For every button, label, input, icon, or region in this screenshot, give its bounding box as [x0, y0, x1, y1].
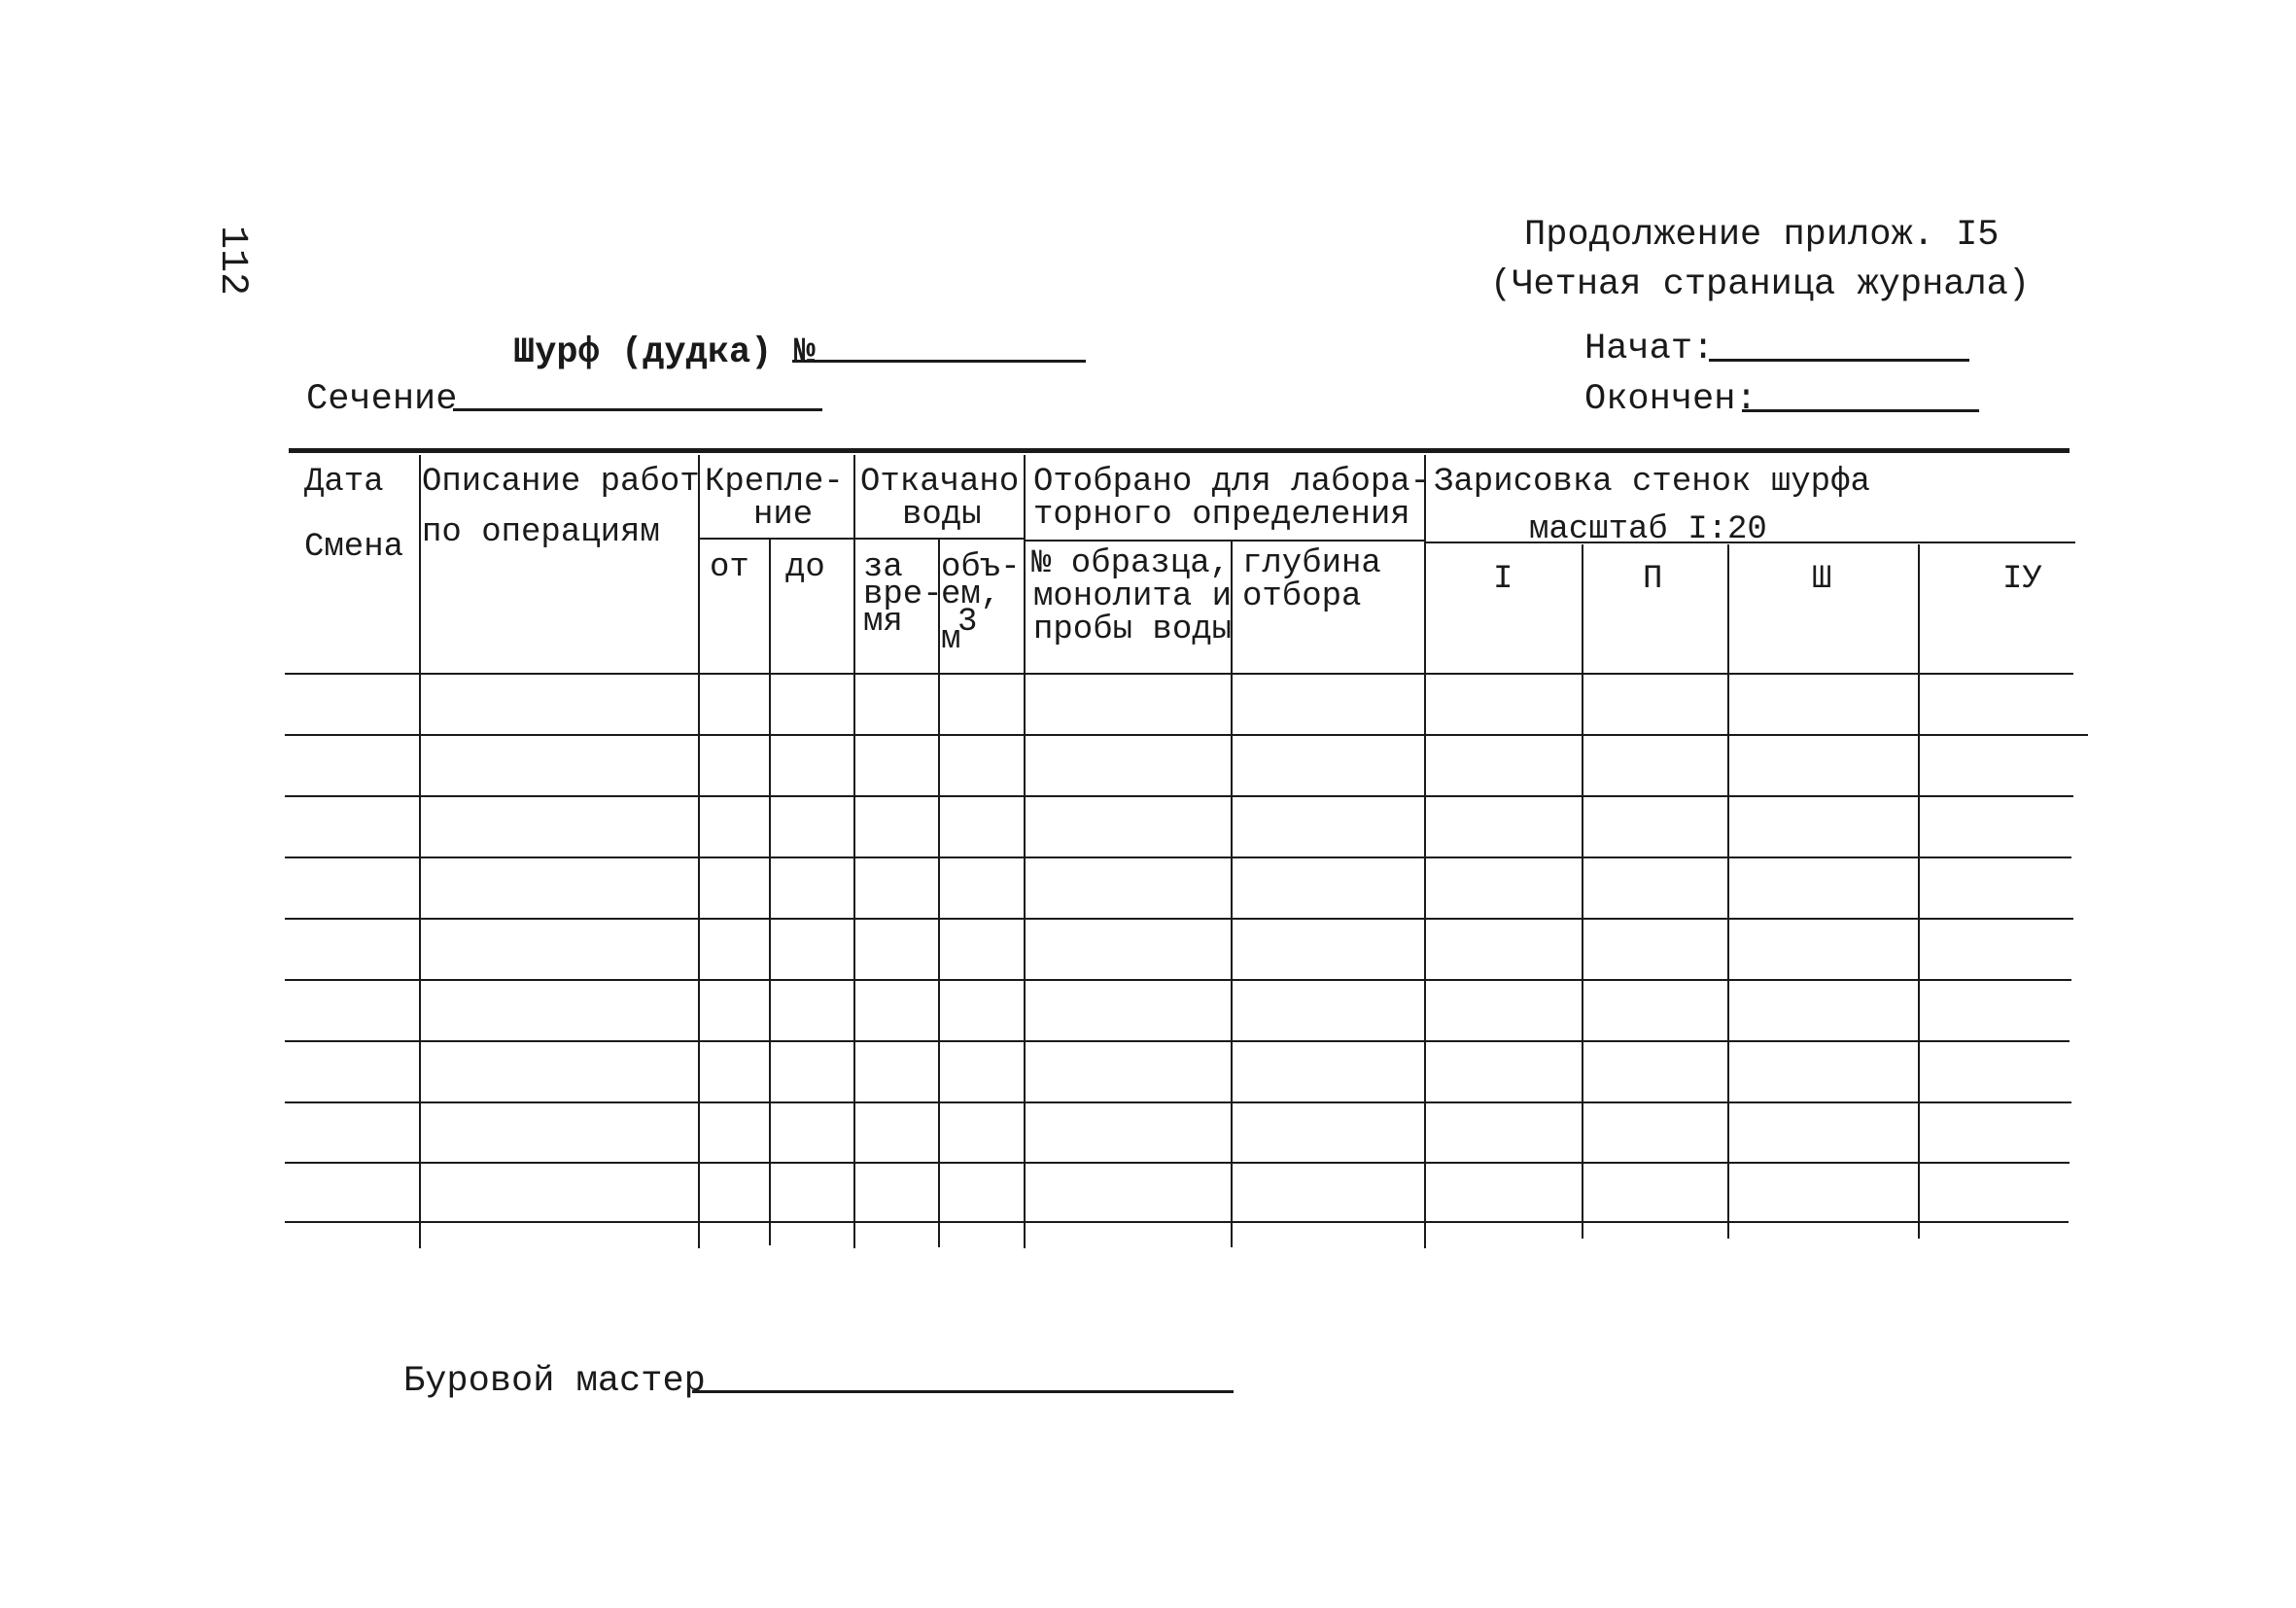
page-number: 112	[210, 226, 254, 297]
table-row-line	[285, 734, 2088, 736]
work-description-header: Описание работ	[422, 464, 700, 501]
table-row-line	[285, 673, 2073, 675]
pit-label: Шурф (дудка) №	[513, 332, 816, 373]
time-header: за	[863, 549, 903, 586]
wall-1-header: I	[1493, 561, 1513, 598]
header-divider-sampled	[1024, 540, 1424, 542]
started-label: Начат:	[1584, 329, 1715, 369]
column-line	[853, 455, 855, 1248]
wall-3-header: Ш	[1812, 561, 1832, 598]
volume-unit: м	[941, 621, 961, 658]
column-line	[698, 455, 700, 1248]
sampled-header: Отобрано для лабора-	[1033, 464, 1431, 501]
shift-header: Смена	[304, 529, 404, 566]
table-row-line	[285, 918, 2073, 920]
appendix-continuation: Продолжение прилож. I5	[1524, 215, 2000, 256]
drilling-master-signature-field[interactable]	[692, 1390, 1234, 1393]
table-row-line	[285, 795, 2073, 797]
fastening-from-header: от	[710, 549, 749, 586]
header-divider-fastening	[698, 538, 853, 540]
sample-number-header-line2: монолита и	[1033, 578, 1233, 615]
section-field[interactable]	[453, 408, 822, 411]
column-line	[1727, 544, 1729, 1239]
started-field[interactable]	[1709, 359, 1969, 362]
time-header-line3: мя	[863, 604, 903, 641]
sample-number-header: № образца,	[1031, 545, 1231, 582]
table-top-rule	[289, 448, 2070, 453]
fastening-to-header: до	[785, 549, 825, 586]
volume-unit-exponent: 3	[957, 604, 978, 641]
pit-number-field[interactable]	[792, 360, 1086, 363]
column-line	[419, 455, 421, 1248]
pumped-water-header-line2: воды	[902, 497, 982, 534]
table-row-line	[285, 979, 2071, 981]
column-line	[769, 538, 771, 1245]
drilling-master-label: Буровой мастер	[403, 1361, 706, 1402]
wall-4-header: IУ	[2002, 561, 2042, 598]
column-line	[1582, 544, 1583, 1239]
column-line	[1024, 455, 1026, 1248]
date-header: Дата	[304, 464, 384, 501]
sample-number-header-line3: пробы воды	[1033, 612, 1233, 648]
work-description-header-line2: по операциям	[422, 514, 660, 551]
finished-label: Окончен:	[1584, 379, 1757, 420]
depth-header-line2: отбора	[1242, 578, 1362, 615]
sketch-header: Зарисовка стенок шурфа	[1434, 464, 1870, 501]
table-row-line	[285, 1162, 2070, 1164]
wall-2-header: П	[1643, 561, 1663, 598]
sampled-header-line2: торного определения	[1033, 497, 1410, 534]
section-label: Сечение	[306, 379, 458, 420]
table-row-line	[285, 1040, 2070, 1042]
pumped-water-header: Откачано	[860, 464, 1020, 501]
volume-header: объ-	[941, 549, 1021, 586]
column-line	[938, 540, 940, 1247]
fastening-header: Крепле-	[705, 464, 844, 501]
column-line	[1918, 544, 1920, 1239]
time-header-line2: вре-	[863, 577, 943, 613]
volume-header-line2: ем,	[941, 577, 1001, 613]
finished-field[interactable]	[1742, 409, 1979, 412]
page-subtitle: (Четная страница журнала)	[1490, 264, 2031, 305]
depth-header: глубина	[1242, 545, 1381, 582]
fastening-header-line2: ние	[753, 497, 814, 534]
table-row-line	[285, 1221, 2069, 1223]
table-row-line	[285, 1101, 2071, 1103]
sketch-scale: масштаб I:20	[1529, 511, 1767, 548]
table-row-line	[285, 856, 2071, 858]
column-line	[1424, 455, 1426, 1248]
